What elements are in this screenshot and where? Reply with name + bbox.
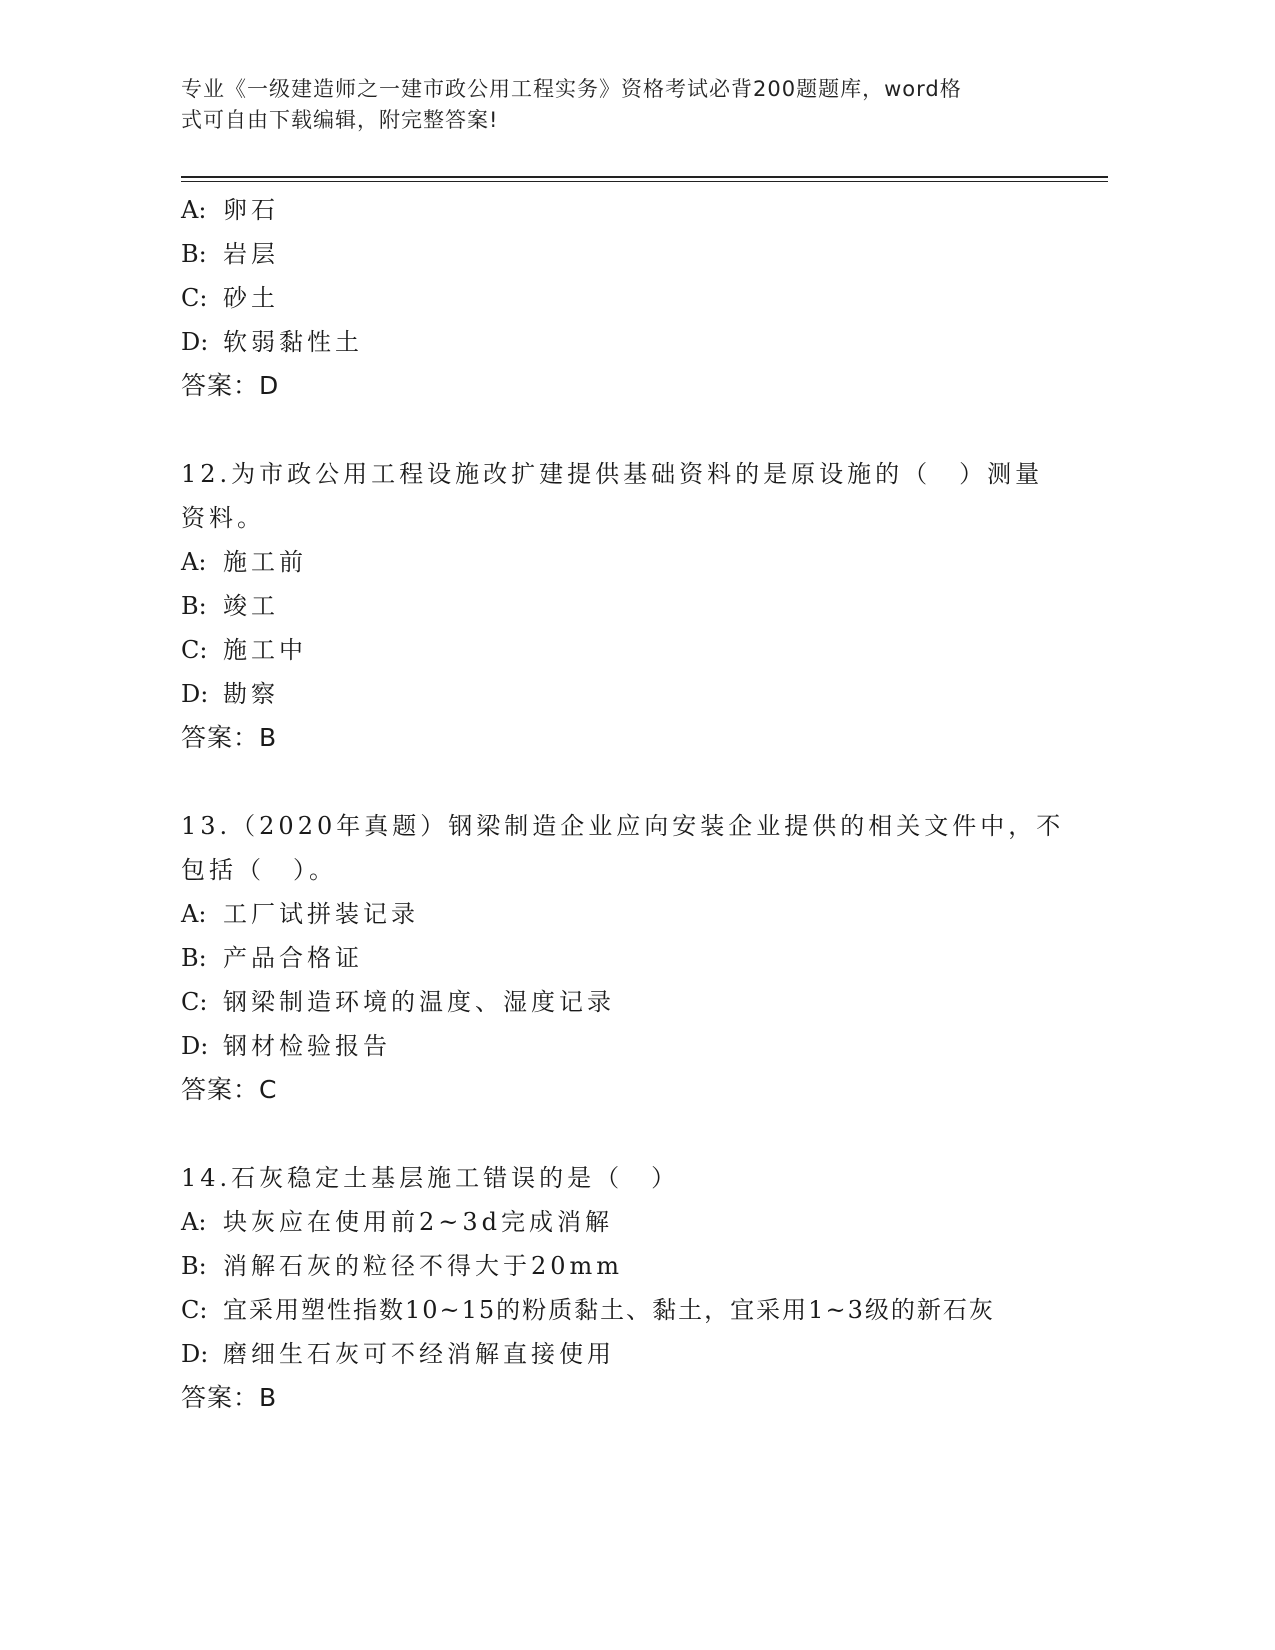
question-stem: 13.（2020年真题）钢梁制造企业应向安装企业提供的相关文件中，不	[181, 812, 1065, 840]
question-stem: 12.为市政公用工程设施改扩建提供基础资料的是原设施的（ ）测量	[181, 460, 1044, 488]
option-text: 施工中	[223, 636, 307, 664]
spacer	[181, 1112, 1081, 1156]
option-a: A: 工厂试拼装记录	[181, 900, 419, 928]
option-text: 软弱黏性土	[223, 328, 363, 356]
option-b: B: 消解石灰的粒径不得大于20mm	[181, 1252, 624, 1280]
option-text: 磨细生石灰可不经消解直接使用	[223, 1340, 615, 1368]
document-header	[181, 74, 1061, 136]
question-12	[181, 452, 1081, 760]
header-line-1: 专业《一级建造师之一建市政公用工程实务》资格考试必背200题题库，word格	[181, 77, 962, 101]
header-divider-thick	[181, 176, 1108, 178]
option-a: A: 块灰应在使用前2~3d完成消解	[181, 1208, 614, 1236]
question-14	[181, 1156, 1081, 1420]
option-b: B: 产品合格证	[181, 944, 363, 972]
option-text: 卵石	[223, 196, 279, 224]
answer: 答案：B	[181, 723, 278, 752]
option-b: B: 竣工	[181, 592, 279, 620]
option-a: A: 施工前	[181, 548, 307, 576]
question-stem-cont: 资料。	[181, 504, 265, 532]
option-d: D: 钢材检验报告	[181, 1032, 391, 1060]
header-line-2: 式可自由下载编辑，附完整答案!	[181, 108, 499, 132]
question-11	[181, 188, 1081, 408]
option-text: 岩层	[223, 240, 279, 268]
answer: 答案：D	[181, 371, 280, 400]
option-c: C: 宜采用塑性指数10~15的粉质黏土、黏土，宜采用1~3级的新石灰	[181, 1296, 995, 1324]
question-stem-cont: 包括（ ）。	[181, 856, 337, 884]
option-b: B: 岩层	[181, 240, 279, 268]
spacer	[181, 760, 1081, 804]
answer: 答案：C	[181, 1075, 278, 1104]
option-text: 产品合格证	[223, 944, 363, 972]
question-stem: 14.石灰稳定土基层施工错误的是（ ）	[181, 1164, 680, 1192]
option-text: 工厂试拼装记录	[223, 900, 419, 928]
option-text: 施工前	[223, 548, 307, 576]
option-text: 竣工	[223, 592, 279, 620]
question-list	[181, 188, 1081, 1420]
option-text: 勘察	[223, 680, 279, 708]
option-a: A: 卵石	[181, 196, 279, 224]
option-text: 钢材检验报告	[223, 1032, 391, 1060]
option-text: 宜采用塑性指数10~15的粉质黏土、黏土，宜采用1~3级的新石灰	[223, 1296, 995, 1324]
option-text: 砂土	[223, 284, 279, 312]
option-d: D: 勘察	[181, 680, 279, 708]
option-d: D: 软弱黏性土	[181, 328, 363, 356]
spacer	[181, 408, 1081, 452]
option-c: C: 砂土	[181, 284, 279, 312]
answer: 答案：B	[181, 1383, 278, 1412]
option-text: 消解石灰的粒径不得大于20mm	[223, 1252, 624, 1280]
option-c: C: 钢梁制造环境的温度、湿度记录	[181, 988, 615, 1016]
question-13	[181, 804, 1081, 1112]
option-c: C: 施工中	[181, 636, 307, 664]
option-d: D: 磨细生石灰可不经消解直接使用	[181, 1340, 615, 1368]
header-divider-thin	[181, 181, 1108, 182]
option-text: 钢梁制造环境的温度、湿度记录	[223, 988, 615, 1016]
option-text: 块灰应在使用前2~3d完成消解	[223, 1208, 614, 1236]
